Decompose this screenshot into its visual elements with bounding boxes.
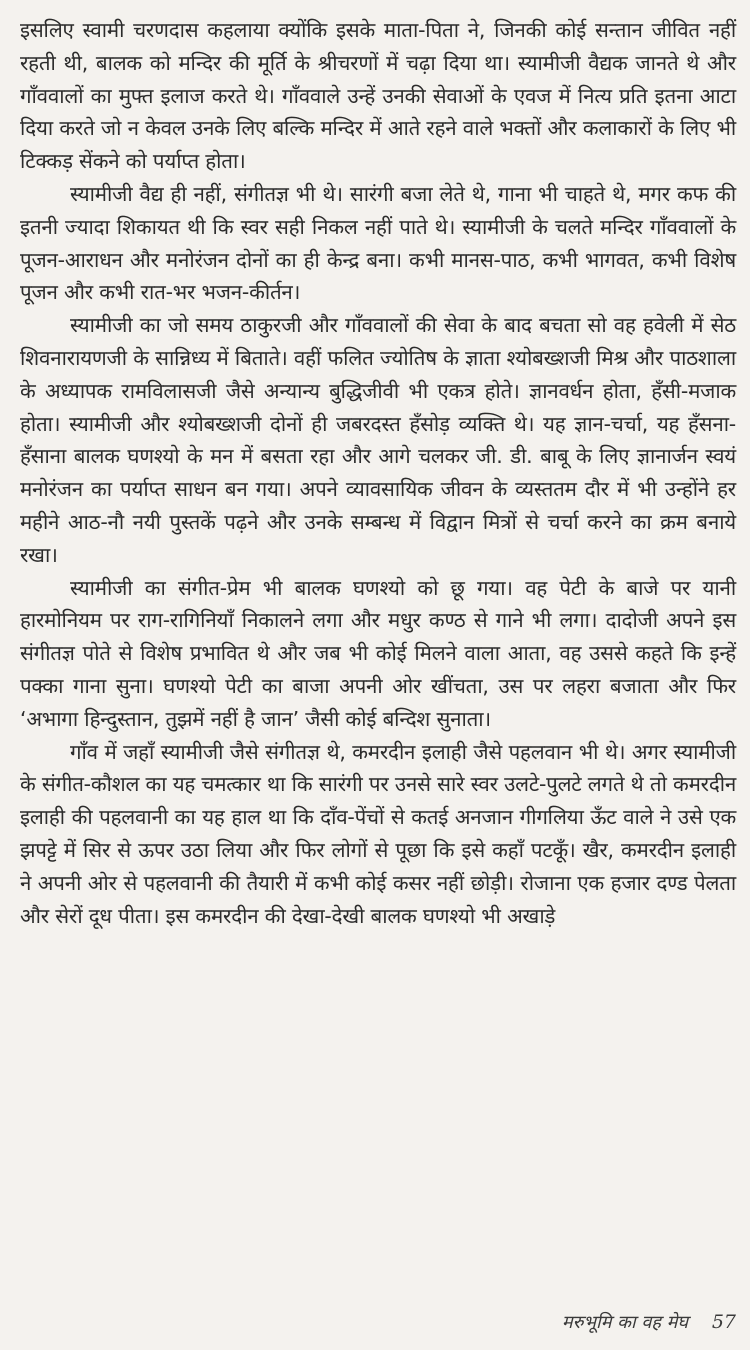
paragraph-4: स्यामीजी का संगीत-प्रेम भी बालक घणश्यो को छू गया। वह पेटी के बाजे पर यानी हारमोनियम पर राग-रागिनियाँ निकालने लगा और मधुर कण्ठ से गाने भी लगा। दादोजी अपने इस संगीतज्ञ पोते से विशेष प्रभावित थे और जब भी कोई मिलने वाला आता, वह उससे कहते कि इन्हें पक्का गाना सुना। घणश्यो पेटी का बाजा अपनी ओर खींचता, उस पर लहरा बजाता और फिर ‘अभागा हिन्दुस्तान, तुझमें नहीं है जान’ जैसी कोई बन्दिश सुनाता।	[20, 575, 736, 731]
body-text	[20, 14, 736, 932]
paragraph-5: गाँव में जहाँ स्यामीजी जैसे संगीतज्ञ थे, कमरदीन इलाही जैसे पहलवान भी थे। अगर स्यामीजी के संगीत-कौशल का यह चमत्कार था कि सारंगी पर उनसे सारे स्वर उलटे-पुलटे लगते थे तो कमरदीन इलाही की पहलवानी का यह हाल था कि दाँव-पेंचों से कतई अनजान गीगलिया ऊँट वाले ने उसे एक झपट्टे में सिर से ऊपर उठा लिया और फिर लोगों से पूछा कि इसे कहाँ पटकूँ। खैर, कमरदीन इलाही ने अपनी ओर से पहलवानी की तैयारी में कभी कोई कसर नहीं छोड़ी। रोजाना एक हजार दण्ड पेलता और सेरों दूध पीता। इस कमरदीन की देखा-देखी बालक घणश्यो भी अखाड़े	[20, 739, 736, 928]
paragraph-1: इसलिए स्वामी चरणदास कहलाया क्योंकि इसके माता-पिता ने, जिनकी कोई सन्तान जीवित नहीं रहती थी, बालक को मन्दिर की मूर्ति के श्रीचरणों में चढ़ा दिया था। स्यामीजी वैद्यक जानते थे और गाँववालों का मुफ्त इलाज करते थे। गाँववाले उन्हें उनकी सेवाओं के एवज में नित्य प्रति इतना आटा दिया करते जो न केवल उनके लिए बल्कि मन्दिर में आते रहने वाले भक्तों और कलाकारों के लिए भी टिक्कड़ सेंकने को पर्याप्त होता।	[20, 18, 736, 174]
page-number: 57	[711, 1311, 736, 1333]
running-footer	[562, 1310, 736, 1334]
book-page	[20, 14, 736, 1336]
paragraph-3: स्यामीजी का जो समय ठाकुरजी और गाँववालों की सेवा के बाद बचता सो वह हवेली में सेठ शिवनारायणजी के सान्निध्य में बिताते। वहीं फलित ज्योतिष के ज्ञाता श्योबख्शजी मिश्र और पाठशाला के अध्यापक रामविलासजी जैसे अन्यान्य बुद्धिजीवी भी एकत्र होते। ज्ञानवर्धन होता, हँसी-मजाक होता। स्यामीजी और श्योबख्शजी दोनों ही जबरदस्त हँसोड़ व्यक्ति थे। यह ज्ञान-चर्चा, यह हँसना-हँसाना बालक घणश्यो के मन में बसता रहा और आगे चलकर जी. डी. बाबू के लिए ज्ञानार्जन स्वयं मनोरंजन का पर्याप्त साधन बन गया। अपने व्यावसायिक जीवन के व्यस्ततम दौर में भी उन्होंने हर महीने आठ-नौ नयी पुस्तकें पढ़ने और उनके सम्बन्ध में विद्वान मित्रों से चर्चा करने का क्रम बनाये रखा।	[20, 313, 736, 567]
paragraph-2: स्यामीजी वैद्य ही नहीं, संगीतज्ञ भी थे। सारंगी बजा लेते थे, गाना भी चाहते थे, मगर कफ की इतनी ज्यादा शिकायत थी कि स्वर सही निकल नहीं पाते थे। स्यामीजी के चलते मन्दिर गाँववालों के पूजन-आराधन और मनोरंजन दोनों का ही केन्द्र बना। कभी मानस-पाठ, कभी भागवत, कभी विशेष पूजन और कभी रात-भर भजन-कीर्तन।	[20, 181, 736, 305]
book-title: मरुभूमि का वह मेघ	[561, 1312, 689, 1333]
